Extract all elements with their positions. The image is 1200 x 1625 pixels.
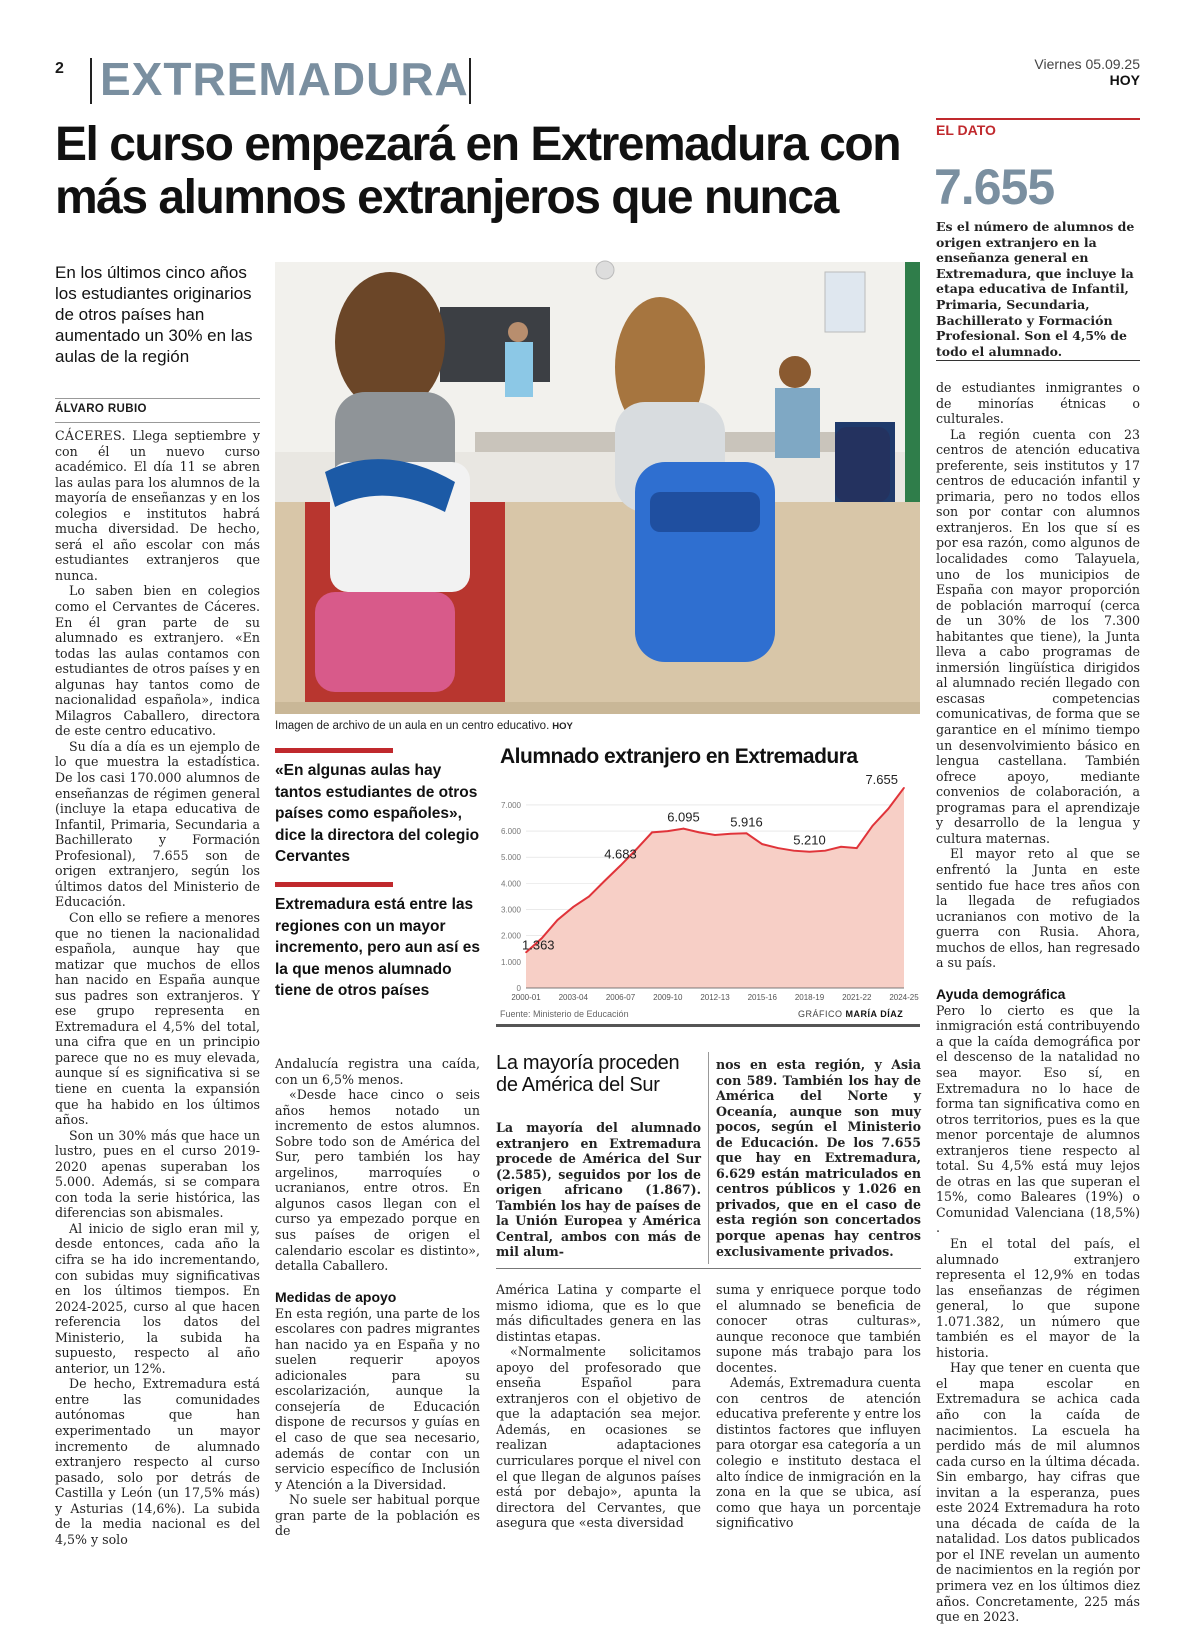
paragraph: En esta región, una parte de los escolares con padres migrantes han nacido ya en España y no suelen requerir apoyos adicionales para su escolarización, aunque la consejería de Educación dispone de recursos y guías en el caso de que sea necesario, además de contar con un servicio específico de Inclusión y Atención a la Diversidad. — [275, 1305, 480, 1492]
issue-date: Viernes 05.09.25 — [1034, 56, 1140, 72]
paragraph: Con ello se refiere a menores que no tienen la nacionalidad española, aunque hay que matizar que muchos de ellos han nacido en España aunque sus padres son extranjeros. Y ese grupo representa en Extremadura el 4,5% del total, una cifra que en un principio parece que no es muy elevada, aunque sí es significativa si se tiene en cuenta la expansión que ha habido en los últimos años. — [55, 909, 260, 1128]
body-column-3 — [496, 1282, 701, 1531]
paragraph: suma y enriquece porque todo el alumnado se beneficia de conocer otras culturas», aunque reconoce que también supone más trabajo para los docentes. — [716, 1282, 921, 1375]
x-tick-label: 2018-19 — [794, 993, 825, 1002]
pull-quote-rule — [275, 882, 393, 887]
classroom-photo — [275, 262, 920, 714]
data-point — [809, 851, 811, 853]
chart — [496, 770, 920, 1006]
body-column-1 — [55, 428, 260, 1547]
sidebar-title: La mayoría proceden de América del Sur — [496, 1052, 680, 1096]
paragraph: de estudiantes inmigrantes o de minorías étnicas o culturales. — [936, 380, 1140, 427]
paragraph: Andalucía registra una caída, con un 6,5% menos. — [275, 1056, 480, 1087]
pull-quote-rule — [275, 748, 393, 753]
paragraph: América Latina y comparte el mismo idioma, que es lo que más dificultades genera en las distintas etapas. — [496, 1282, 701, 1344]
author-rule-bottom — [55, 422, 260, 423]
data-point — [903, 787, 905, 789]
body-column-5 — [936, 380, 1140, 1625]
data-point — [588, 896, 590, 898]
pull-quote: Extremadura está entre las regiones con un mayor incremento, pero aun así es la que menos alumnado tiene de otros países — [275, 896, 481, 999]
body-column-2 — [275, 1056, 480, 1539]
data-label: 7.655 — [865, 771, 898, 787]
chart-credit-prefix: GRÁFICO — [798, 1009, 843, 1019]
data-point — [651, 832, 653, 834]
data-point — [793, 850, 795, 852]
chart-source: Fuente: Ministerio de Educación — [500, 1009, 629, 1019]
sidebar-bottom-rule — [496, 1268, 921, 1269]
data-point — [604, 880, 606, 882]
data-point — [856, 847, 858, 849]
paragraph: La región cuenta con 23 centros de atención educativa preferente, seis institutos y 17 centros de educación infantil y primaria, pero no todos ellos son por contar con alumnos extranjeros. En los que sí es por esa razón, como algunos de localidades como Talayuela, uno de los municipios de España con mayor proporción de población marroquí (cerca de un 30% de los 7.300 habitantes que tiene), la Junta lleva a cabo programas de inmersión lingüística dirigidos al alumnado recién llegado con escasas competencias comunicativas, de forma que se garantice en el mínimo tiempo un desenvolvimiento básico en lengua castellana. También ofrece apoyo, mediante convenios de colaboración, a programas para el aprendizaje y desarrollo de la lengua y cultura maternas. — [936, 426, 1140, 846]
y-tick-label: 1.000 — [500, 957, 521, 967]
classroom-illustration — [275, 262, 920, 714]
headline: El curso empezará en Extremadura con más alumnos extranjeros que nunca — [55, 118, 901, 224]
data-point — [683, 828, 685, 830]
paragraph: No suele ser habitual porque gran parte de la población es de — [275, 1492, 480, 1539]
dato-number: 7.655 — [934, 159, 1055, 215]
y-tick-label: 3.000 — [500, 905, 521, 915]
body-column-4 — [716, 1282, 921, 1531]
paragraph: Al inicio de siglo eran mil y, desde entonces, cada año la cifra se ha ido incrementando, con subidas muy significativas en los últimos tiempos. En 2024-2025, curso al que hacen referencia los datos del Ministerio, la subida ha supuesto, respecto al año anterior, un 12%. — [55, 1220, 260, 1376]
section-title: EXTREMADURA — [100, 53, 469, 105]
chart-credit-name: MARÍA DÍAZ — [845, 1009, 904, 1019]
x-tick-label: 2015-16 — [747, 993, 777, 1002]
x-tick-label: 2021-22 — [842, 993, 872, 1002]
paragraph: Hay que tener en cuenta que el mapa escolar en Extremadura se achica cada año con la caída de nacimientos. La escuela ha perdido más de mil alumnos cada curso en la última década. Sin embargo, hay cifras que invitan a la esperanza, pues este 2024 Extremadura ha roto una década de caída de la natalidad. Los datos publicados por el INE revelan un aumento de nacimientos en la región por primera vez en los últimos diez años. Concretamente, 225 más que en 2023. — [936, 1360, 1140, 1625]
paragraph: De hecho, Extremadura está entre las comunidades autónomas que han experimentado un mayor incremento de alumnado extranjero respecto al curso pasado, solo por detrás de Castilla y León (un 17,5% más) y Asturias (14,6%). La subida de la media nacional es del 4,5% y solo — [55, 1376, 260, 1547]
pull-quote: «En algunas aulas hay tantos estudiantes de otros países como españoles», dice la directora del colegio Cervantes — [275, 762, 480, 865]
data-point — [714, 834, 716, 836]
subhead: Medidas de apoyo — [275, 1288, 397, 1305]
data-point — [572, 906, 574, 908]
sidebar-text-a: La mayoría del alumnado extranjero en Extremadura procede de América del Sur (2.585), seguidos por los de origen africano (1.867). También los hay de países de la Unión Europea y América Central, ambos con más de mil alum- — [496, 1120, 701, 1260]
paragraph: Además, Extremadura cuenta con centros de atención educativa preferente y entre los distintos factores que influyen para otorgar esa categoría a un colegio e instituto destaca el alto índice de inmigración en la zona en la que se ubica, así como que haya un porcentaje significativo — [716, 1375, 921, 1531]
paragraph: «Normalmente solicitamos apoyo del profesorado que enseña Español para extranjeros con el objetivo de que la adaptación sea mejor. Además, en ocasiones se realizan adaptaciones curriculares porque el nivel con el que llegan de algunos países está por debajo», apunta la directora del Cervantes, que asegura que «esta diversidad — [496, 1344, 701, 1531]
chart-credit — [798, 1009, 903, 1019]
subhead: Ayuda demográfica — [936, 985, 1066, 1002]
paragraph: Su día a día es un ejemplo de lo que muestra la estadística. De los casi 170.000 alumnos de enseñanzas de régimen general (incluye la etapa educativa de Infantil, Primaria, Secundaria a Bachillerato y Formación Profesional), 7.655 son de origen extranjero, según los últimos datos del Ministerio de Educación. — [55, 738, 260, 910]
dato-label: EL DATO — [936, 122, 996, 138]
y-tick-label: 0 — [516, 984, 521, 993]
dato-bottom-rule — [936, 360, 1140, 361]
data-point — [824, 850, 826, 852]
data-point — [887, 808, 889, 810]
subtitle: En los últimos cinco años los estudiantes originarios de otros países han aumentado un 30% en las aulas de la región — [55, 263, 253, 366]
data-point — [746, 832, 748, 834]
x-tick-label: 2012-13 — [700, 993, 730, 1002]
section-bar-left — [90, 58, 92, 104]
data-point — [667, 830, 669, 832]
x-tick-label: 2003-04 — [558, 993, 588, 1002]
data-label: 5.916 — [730, 814, 763, 830]
data-label: 6.095 — [667, 809, 700, 825]
data-label: 1.363 — [522, 937, 555, 953]
sidebar-divider — [708, 1052, 709, 1264]
paragraph-text: Llega septiembre y con él un nuevo curso académico. El día 11 se abren las aulas para los alumnos de la mayoría de enseñanzas y en los colegios e institutos habrá mucha diversidad. De hecho, será el año escolar con más estudiantes extranjeros que nunca. — [55, 428, 260, 583]
x-tick-label: 2024-25 — [889, 993, 919, 1002]
paragraph: Son un 30% más que hace un lustro, pues en el curso 2019-2020 apenas superaban los 5.000. Además, si se compara con toda la serie histórica, las diferencias son abismales. — [55, 1127, 260, 1221]
x-tick-label: 2000-01 — [511, 993, 541, 1002]
data-point — [698, 832, 700, 834]
dato-rule — [936, 118, 1140, 120]
sidebar-text-b: nos en esta región, y Asia con 589. También los hay de América del Norte y Oceanía, aunque son muy pocos, según el Ministerio de Educación. De los 7.655 que hay en Extremadura, 6.629 están matriculados en centros públicos y 1.026 en privados, que en el caso de esta región son concertados porque apenas hay centros exclusivamente privados. — [716, 1057, 921, 1259]
chart-title: Alumnado extranjero en Extremadura — [500, 745, 858, 768]
author-byline: ÁLVARO RUBIO — [55, 403, 147, 415]
data-point — [761, 843, 763, 845]
date-block — [1034, 56, 1140, 88]
photo-credit: HOY — [552, 721, 573, 732]
data-point — [620, 865, 622, 867]
x-tick-label: 2006-07 — [605, 993, 636, 1002]
chart-bottom-rule — [496, 1024, 920, 1027]
page-number: 2 — [55, 60, 64, 77]
series-area — [526, 788, 904, 988]
y-tick-label: 7.000 — [500, 800, 521, 810]
y-tick-label: 4.000 — [500, 879, 521, 889]
data-point — [872, 825, 874, 827]
data-point — [840, 846, 842, 848]
section-bar-right — [469, 58, 471, 104]
data-point — [777, 847, 779, 849]
y-tick-label: 2.000 — [500, 931, 521, 941]
paragraph: El mayor reto al que se enfrentó la Junta en este sentido fue hace tres años con la llegada de refugiados ucranianos con motivo de la guerra con Rusia. Ahora, muchos de ellos, han regresado a su país. — [936, 846, 1140, 971]
data-point — [730, 833, 732, 835]
y-tick-label: 5.000 — [500, 853, 521, 863]
photo-caption — [275, 720, 573, 732]
dateline-city: CÁCERES. — [55, 428, 126, 443]
paragraph: En el total del país, el alumnado extranjero representa el 12,9% en todas las enseñanzas de régimen general, lo que supone 1.071.382, un número que también es el mayor de la historia. — [936, 1235, 1140, 1360]
data-label: 4.683 — [604, 846, 637, 862]
author-rule-top — [55, 398, 260, 399]
paragraph — [55, 428, 260, 583]
data-label: 5.210 — [793, 832, 826, 848]
x-tick-label: 2009-10 — [653, 993, 683, 1002]
paragraph: Pero lo cierto es que la inmigración está contribuyendo a que la caída demográfica por el descenso de la natalidad no sea mayor. Eso sí, en Extremadura no lo hace de forma tan significativa como en otros territorios, pues es la que menor porcentaje de alumnos extranjeros tiene respecto al total. Su 4,5% está muy lejos de otras en las que superan el 15%, como Baleares (19%) o Comunidad Valenciana (18,5%) . — [936, 1002, 1140, 1236]
paragraph: Lo saben bien en colegios como el Cervantes de Cáceres. En él gran parte de su alumnado es extranjero. «En todas las aulas contamos con estudiantes de otros países y en algunas hay tantos como de nacionalidad española», indica Milagros Caballero, directora de este centro educativo. — [55, 583, 260, 739]
data-point — [557, 919, 559, 921]
paragraph: «Desde hace cinco o seis años hemos notado un incremento de estos alumnos. Sobre todo son de América del Sur, pero también los hay argelinos, marroquíes o ucranianos, entre otros. En algunos casos llegan con el curso ya empezado porque en sus países de origen el calendario escolar es distinto», detalla Caballero. — [275, 1087, 480, 1274]
publication-name: HOY — [1109, 72, 1140, 88]
dato-text: Es el número de alumnos de origen extranjero en la enseñanza general en Extremadura, que incluye la etapa educativa de Infantil, Primaria, Secundaria, Bachillerato y Formación Profesional. Son el 4,5% de todo el alumnado. — [936, 219, 1135, 359]
caption-text: Imagen de archivo de un aula en un centro educativo. — [275, 720, 550, 732]
y-tick-label: 6.000 — [500, 827, 521, 837]
